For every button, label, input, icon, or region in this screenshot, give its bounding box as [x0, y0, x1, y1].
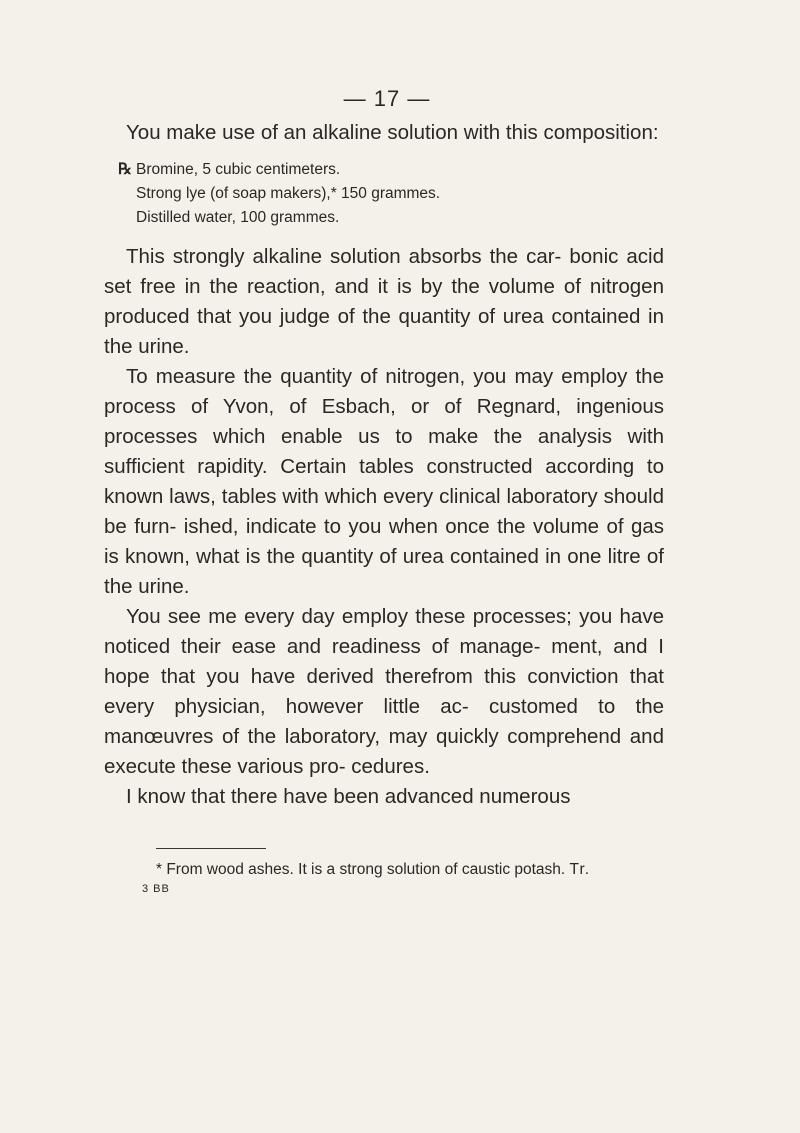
recipe-line-text: Bromine, 5 cubic centimeters. [136, 161, 341, 178]
recipe-line-lye: Strong lye (of soap makers),* 150 grammes. [136, 185, 441, 202]
paragraph-alkaline: This strongly alkaline solution absorbs the car- bonic acid set free in the reaction, and it is by the volume of nitrogen produced that you judge of the quantity of urea contained in the urine. [104, 245, 664, 358]
paragraph-numerous: I know that there have been advanced numerous [126, 785, 571, 808]
footnote [104, 859, 664, 881]
recipe-symbol: ℞ [118, 161, 132, 178]
footnote-translator: Tr. [569, 861, 591, 878]
paragraph-processes: You see me every day employ these processes; you have noticed their ease and readiness of manage- ment, and I hope that you have derived therefrom this conviction that every physician, however little ac- customed to the manœuvres of the laboratory, may quickly comprehend and execute these various pro- cedures. [104, 605, 664, 778]
page-body [104, 82, 664, 895]
footnote-text: * From wood ashes. It is a strong solution of caustic potash. [156, 861, 566, 878]
recipe-block [118, 158, 664, 230]
paragraph-measure: To measure the quantity of nitrogen, you may employ the process of Yvon, of Esbach, or of Regnard, ingenious processes which enable us to make the analysis with sufficient rapidity. Certain tables constructed according to known laws, tables with which every clinical laboratory should be furn- ished, indicate to you when once the volume of gas is known, what is the quantity of urea contained in one litre of the urine. [104, 365, 664, 598]
paragraph-intro: You make use of an alkaline solution with this composition: [126, 121, 659, 144]
recipe-line-bromine [118, 158, 664, 182]
footnote-divider [156, 848, 266, 849]
printer-signature: 3 BB [142, 883, 170, 895]
page-number: — 17 — [343, 86, 431, 111]
recipe-line-water: Distilled water, 100 grammes. [136, 209, 340, 226]
